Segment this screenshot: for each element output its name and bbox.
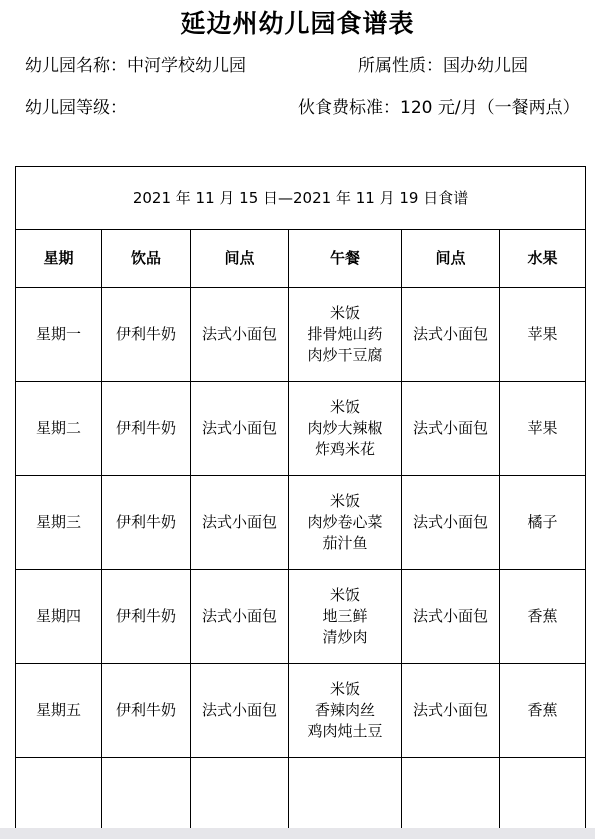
drink-cell: 伊利牛奶 xyxy=(102,570,191,664)
lunch-item: 茄汁鱼 xyxy=(322,534,368,552)
empty-cell xyxy=(102,758,191,829)
weekday-cell: 星期三 xyxy=(16,476,102,570)
lunch-cell xyxy=(289,570,402,664)
menu-table xyxy=(15,166,586,829)
empty-cell xyxy=(16,758,102,829)
table-row xyxy=(16,476,586,570)
table-row xyxy=(16,570,586,664)
lunch-cell xyxy=(289,382,402,476)
weekday-cell: 星期一 xyxy=(16,288,102,382)
empty-cell xyxy=(500,758,586,829)
table-row xyxy=(16,382,586,476)
snack-cell: 法式小面包 xyxy=(402,288,500,382)
column-header-fruit: 水果 xyxy=(500,230,586,288)
empty-cell xyxy=(289,758,402,829)
date-range: 2021 年 11 月 15 日—2021 年 11 月 19 日食谱 xyxy=(16,167,586,230)
lunch-item: 米饭 xyxy=(329,680,360,698)
table-header-row xyxy=(16,230,586,288)
snack-cell: 法式小面包 xyxy=(402,664,500,758)
table-row xyxy=(16,288,586,382)
kindergarten-name: 幼儿园名称：中河学校幼儿园 xyxy=(25,56,246,76)
meal-fee-standard: 伙食费标准：120 元/月（一餐两点） xyxy=(298,98,580,118)
lunch-item: 米饭 xyxy=(329,304,360,322)
weekday-cell: 星期二 xyxy=(16,382,102,476)
empty-cell xyxy=(402,758,500,829)
drink-cell: 伊利牛奶 xyxy=(102,382,191,476)
lunch-item: 地三鲜 xyxy=(322,607,368,625)
lunch-cell xyxy=(289,664,402,758)
lunch-item: 肉炒大辣椒 xyxy=(307,419,383,437)
column-header-snack: 间点 xyxy=(191,230,289,288)
drink-cell: 伊利牛奶 xyxy=(102,476,191,570)
fruit-cell: 苹果 xyxy=(500,288,586,382)
snack-cell: 法式小面包 xyxy=(191,570,289,664)
weekday-cell: 星期四 xyxy=(16,570,102,664)
snack-cell: 法式小面包 xyxy=(191,382,289,476)
lunch-item: 香辣肉丝 xyxy=(314,701,375,719)
viewer-bottom-bar xyxy=(0,828,595,839)
empty-cell xyxy=(191,758,289,829)
weekday-cell: 星期五 xyxy=(16,664,102,758)
lunch-item: 米饭 xyxy=(329,492,360,510)
lunch-item: 清炒肉 xyxy=(322,628,368,646)
lunch-cell xyxy=(289,476,402,570)
lunch-item: 鸡肉炖土豆 xyxy=(307,722,383,740)
fruit-cell: 苹果 xyxy=(500,382,586,476)
lunch-item: 炸鸡米花 xyxy=(314,440,375,458)
snack-cell: 法式小面包 xyxy=(191,288,289,382)
snack-cell: 法式小面包 xyxy=(402,382,500,476)
kindergarten-grade: 幼儿园等级： xyxy=(25,98,127,118)
lunch-cell xyxy=(289,288,402,382)
kindergarten-nature: 所属性质：国办幼儿园 xyxy=(358,56,528,76)
column-header-snack: 间点 xyxy=(402,230,500,288)
snack-cell: 法式小面包 xyxy=(402,476,500,570)
page-title: 延边州幼儿园食谱表 xyxy=(180,9,415,38)
lunch-item: 米饭 xyxy=(329,398,360,416)
snack-cell: 法式小面包 xyxy=(402,570,500,664)
fruit-cell: 香蕉 xyxy=(500,664,586,758)
fruit-cell: 橘子 xyxy=(500,476,586,570)
fruit-cell: 香蕉 xyxy=(500,570,586,664)
column-header-weekday: 星期 xyxy=(16,230,102,288)
date-range-row xyxy=(16,167,586,230)
drink-cell: 伊利牛奶 xyxy=(102,664,191,758)
snack-cell: 法式小面包 xyxy=(191,664,289,758)
column-header-drink: 饮品 xyxy=(102,230,191,288)
drink-cell: 伊利牛奶 xyxy=(102,288,191,382)
table-row-empty xyxy=(16,758,586,829)
lunch-item: 肉炒卷心菜 xyxy=(307,513,383,531)
lunch-item: 肉炒干豆腐 xyxy=(307,346,383,364)
snack-cell: 法式小面包 xyxy=(191,476,289,570)
table-row xyxy=(16,664,586,758)
column-header-lunch: 午餐 xyxy=(289,230,402,288)
lunch-item: 米饭 xyxy=(329,586,360,604)
lunch-item: 排骨炖山药 xyxy=(307,325,383,343)
